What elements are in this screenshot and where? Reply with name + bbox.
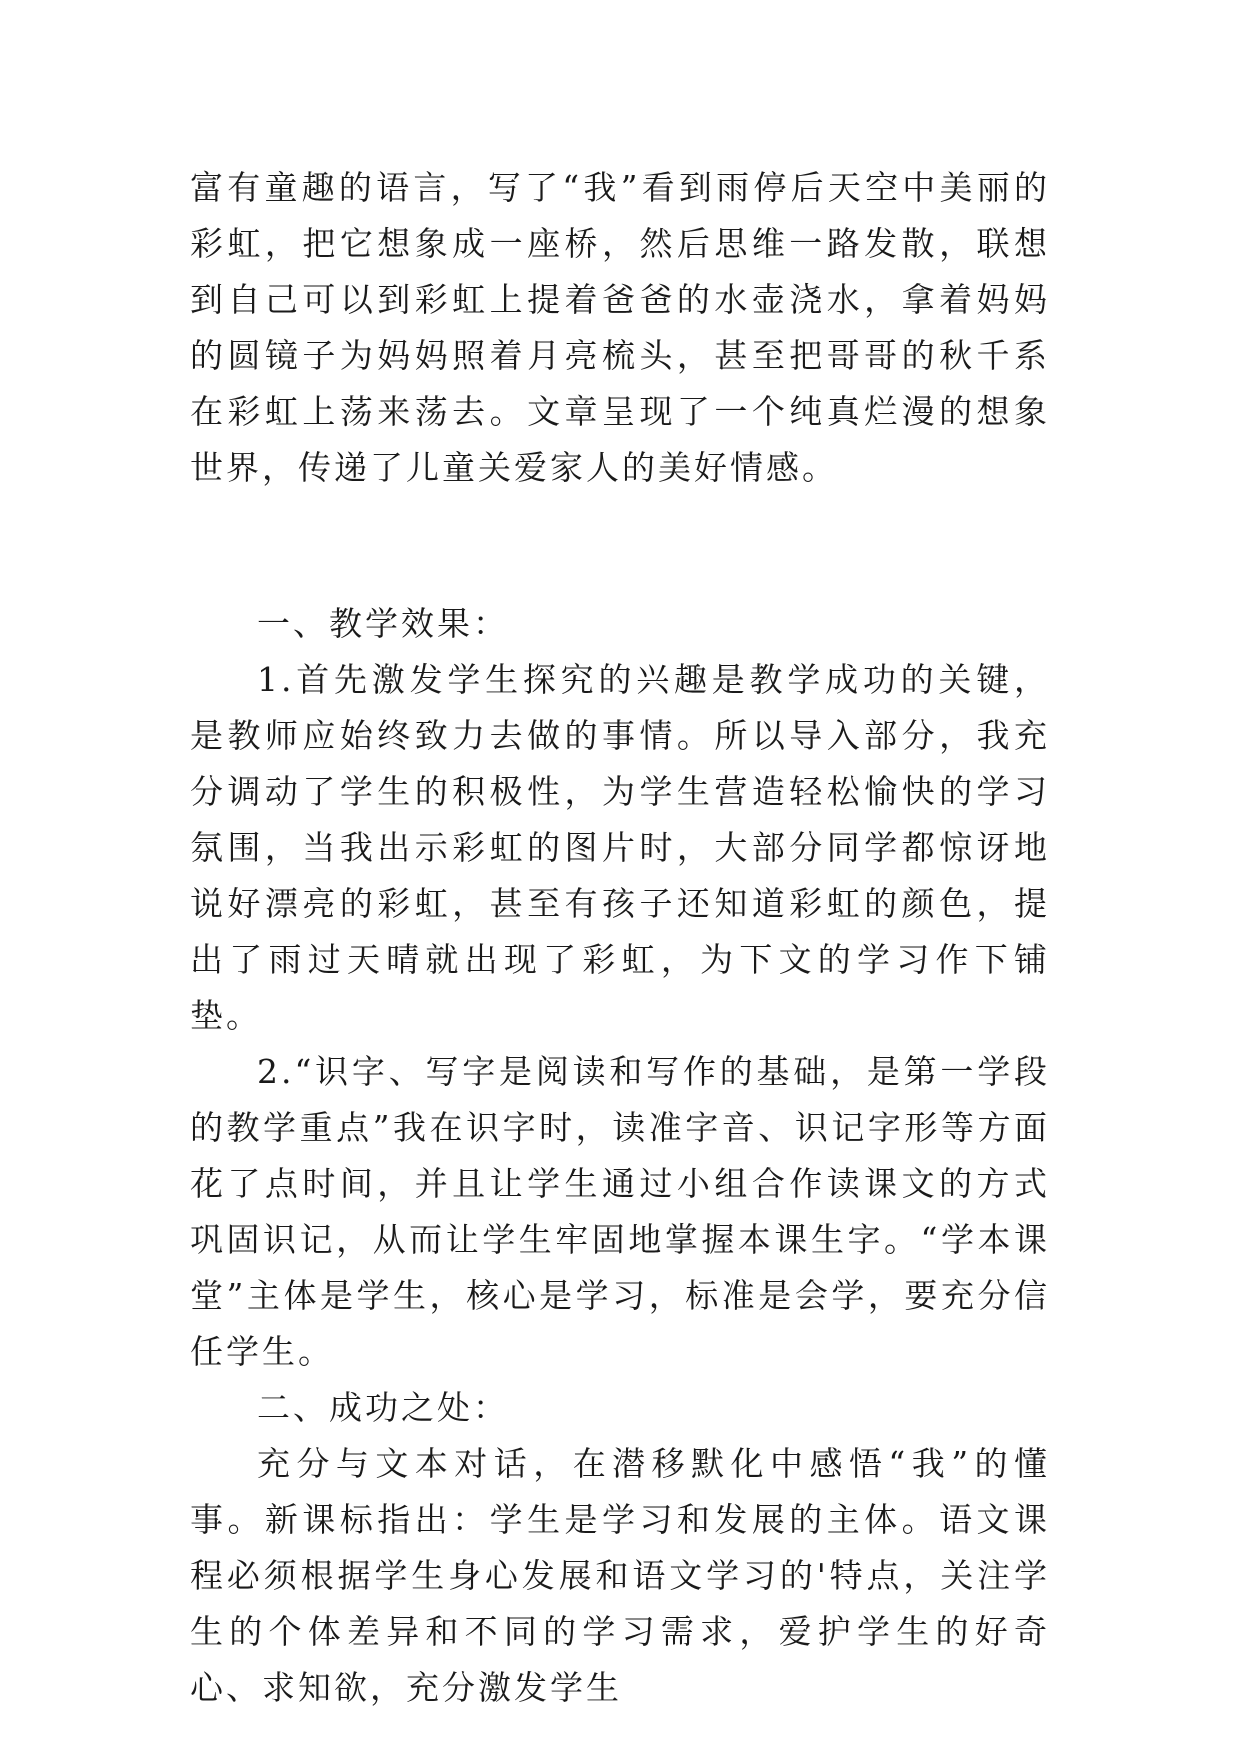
- teaching-effect-item-1: 1.首先激发学生探究的兴趣是教学成功的关键，是教师应始终致力去做的事情。所以导入部分，我充分调动了学生的积极性，为学生营造轻松愉快的学习氛围，当我出示彩虹的图片时，大部分同学都惊讶地说好漂亮的彩虹，甚至有孩子还知道彩虹的颜色，提出了雨过天晴就出现了彩虹，为下文的学习作下铺垫。: [190, 660, 1050, 1035]
- intro-paragraph: 富有童趣的语言，写了“我”看到雨停后天空中美丽的彩虹，把它想象成一座桥，然后思维一路发散，联想到自己可以到彩虹上提着爸爸的水壶浇水，拿着妈妈的圆镜子为妈妈照着月亮梳头，甚至把哥哥的秋千系在彩虹上荡来荡去。文章呈现了一个纯真烂漫的想象世界，传递了儿童关爱家人的美好情感。: [190, 168, 1050, 487]
- document-body: [190, 160, 1050, 1716]
- section-spacer: [190, 496, 1050, 596]
- section-heading-success: 二、成功之处：: [257, 1388, 509, 1427]
- teaching-effect-item-2: 2.“识字、写字是阅读和写作的基础，是第一学段的教学重点”我在识字时，读准字音、识记字形等方面花了点时间，并且让学生通过小组合作读课文的方式巩固识记，从而让学生牢固地掌握本课生字。“学本课堂”主体是学生，核心是学习，标准是会学，要充分信任学生。: [190, 1052, 1050, 1371]
- section-heading-teaching-effect: 一、教学效果：: [257, 604, 509, 643]
- success-paragraph: 充分与文本对话，在潜移默化中感悟“我”的懂事。新课标指出：学生是学习和发展的主体。语文课程必须根据学生身心发展和语文学习的'特点，关注学生的个体差异和不同的学习需求，爱护学生的好奇心、求知欲，充分激发学生: [190, 1444, 1050, 1707]
